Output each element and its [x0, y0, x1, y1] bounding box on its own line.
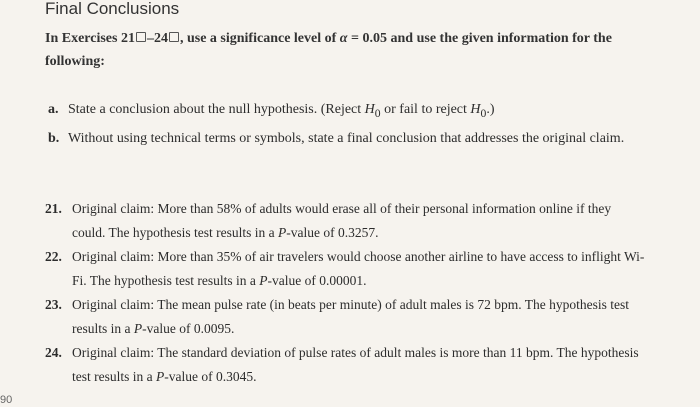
instructions-prefix: In Exercises 21 — [45, 31, 135, 46]
exercise-number: 21. — [45, 201, 62, 216]
part-text — [68, 98, 495, 125]
h-symbol: H — [470, 102, 481, 117]
exercise-text-pre: Original claim: More than 58% of adults would erase all of their personal information online if they could. The hypothesis test results in a — [72, 201, 612, 240]
p-symbol: P — [133, 321, 143, 336]
part-a-text-post: .) — [486, 102, 495, 117]
p-symbol: P — [156, 369, 165, 384]
h-symbol: H — [364, 102, 375, 117]
exercise-text — [72, 245, 645, 293]
exercise-text-post: -value of 0.3045. — [164, 369, 257, 384]
page-number: 90 — [0, 394, 13, 406]
section-title: Final Conclusions — [45, 0, 180, 18]
exercise-22 — [45, 245, 645, 293]
exercise-number: 22. — [45, 249, 62, 264]
part-b — [48, 127, 638, 150]
instructions-equals: = 0.05 and use the given information for the following: — [45, 31, 612, 69]
part-marker: a. — [48, 102, 59, 117]
exercise-text — [72, 341, 645, 389]
exercise-number: 24. — [45, 345, 62, 360]
h-subscript: 0 — [480, 106, 487, 120]
part-text: Without using technical terms or symbols, state a final conclusion that addresses the original claim. — [68, 130, 625, 146]
h-subscript: 0 — [374, 106, 381, 120]
instructions-dash: –24 — [146, 31, 168, 46]
checkbox-icon — [169, 32, 179, 42]
exercise-text-post: -value of 0.3257. — [286, 225, 379, 240]
exercise-text-pre: Original claim: The mean pulse rate (in beats per minute) of adult males is 72 bpm. The hypothesis test results in a — [72, 297, 629, 336]
p-symbol: P — [277, 225, 287, 240]
alpha-symbol: α — [339, 31, 348, 46]
part-marker: b. — [48, 130, 60, 146]
exercise-text — [72, 293, 645, 341]
exercise-list — [45, 197, 645, 389]
instructions — [45, 27, 645, 73]
exercise-24 — [45, 341, 645, 389]
exercise-text — [72, 197, 645, 245]
exercise-21 — [45, 197, 645, 245]
part-a — [48, 98, 638, 125]
exercise-text-post: -value of 0.00001. — [267, 273, 367, 288]
checkbox-icon — [136, 32, 146, 42]
part-a-text-pre: State a conclusion about the null hypothesis. (Reject — [68, 102, 365, 117]
exercise-number: 23. — [45, 297, 62, 312]
exercise-23 — [45, 293, 645, 341]
parts-list — [48, 98, 638, 152]
exercise-text-post: -value of 0.0095. — [142, 321, 235, 336]
part-a-text-mid: or fail to reject — [380, 102, 471, 117]
p-symbol: P — [259, 273, 268, 288]
exercise-text-pre: Original claim: The standard deviation of pulse rates of adult males is more than 11 bpm. The hypothesis test results in a — [72, 345, 639, 384]
instructions-middle: , use a significance level of — [179, 31, 340, 46]
exercise-text-pre: Original claim: More than 35% of air travelers would choose another airline to have access to inflight Wi-Fi. The hypothesis test results in a — [72, 249, 645, 288]
